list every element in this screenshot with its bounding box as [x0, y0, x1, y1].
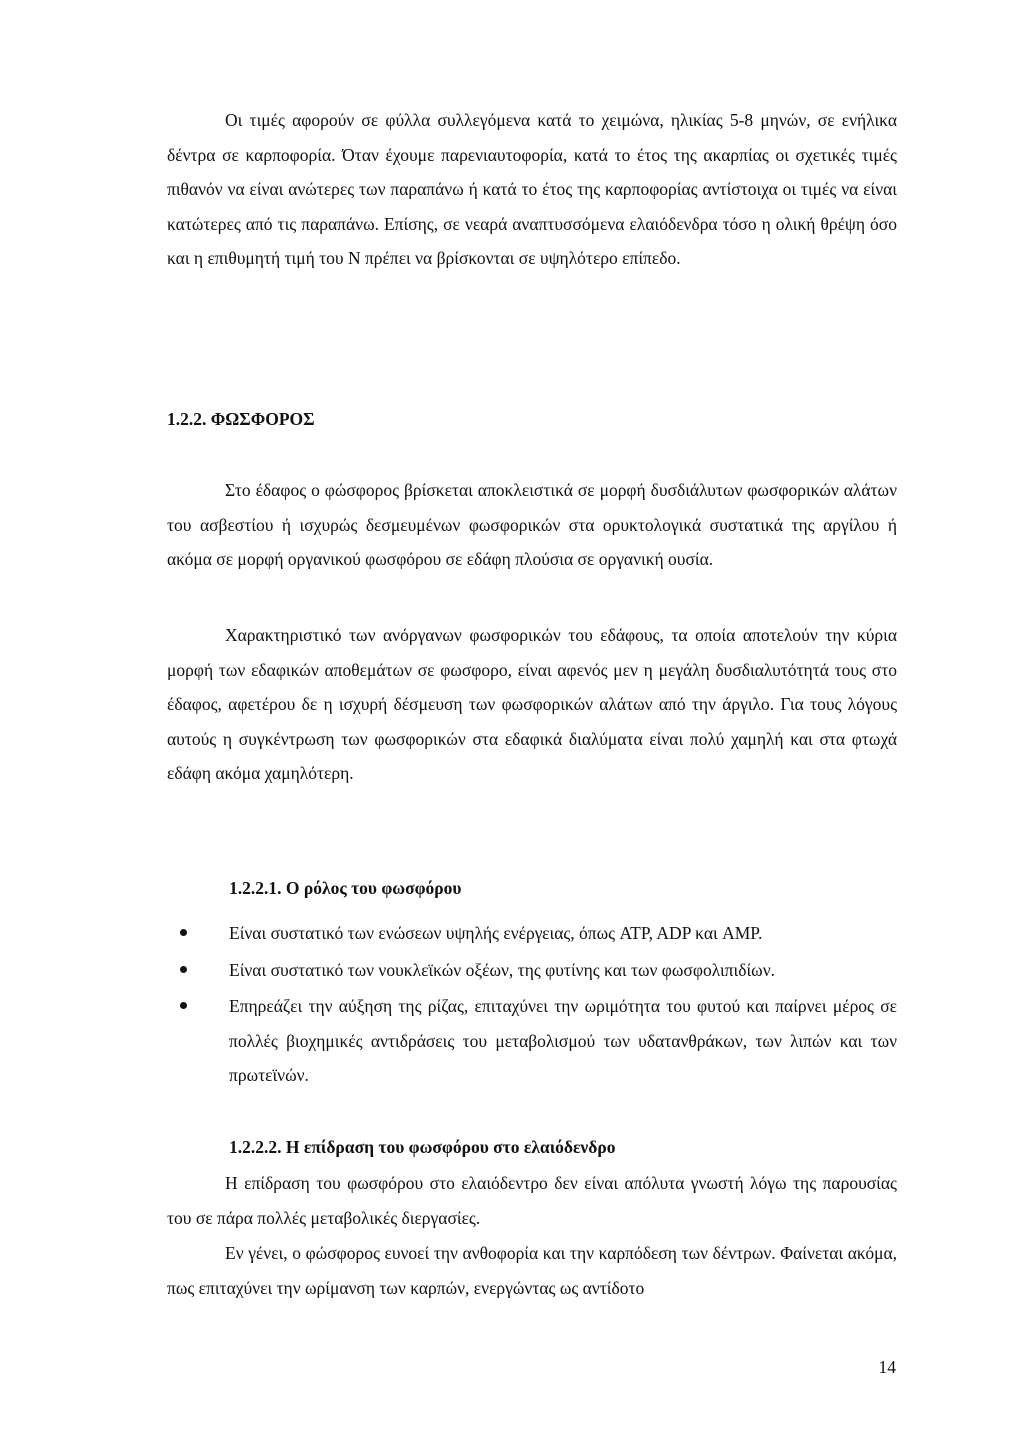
effect-paragraph-unknown: Η επίδραση του φωσφόρου στο ελαιόδεντρο δεν είναι απόλυτα γνωστή λόγω της παρουσίας του σε πάρα πολλές μεταβολικές διεργασίες.	[167, 1173, 897, 1228]
phosphorus-paragraph-soil: Στο έδαφος ο φώσφορος βρίσκεται αποκλειστικά σε μορφή δυσδιάλυτων φωσφορικών αλάτων του ασβεστίου ή ισχυρώς δεσμευμένων φωσφορικών στα ορυκτολογικά συστατικά της αργίλου ή ακόμα σε μορφή οργανικού φωσφόρου σε εδάφη πλούσια σε οργανική ουσία.	[167, 480, 897, 570]
subsection-effect-title: Η επίδραση του φωσφόρου στο ελαιόδενδρο	[285, 1137, 616, 1157]
list-item-text: Είναι συστατικό των νουκλεϊκών οξέων, της φυτίνης και των φωσφολιπιδίων.	[229, 959, 775, 980]
section-heading-number: 1.2.2.	[167, 409, 207, 429]
bullet-icon	[180, 929, 187, 936]
list-item-text: Επηρεάζει την αύξηση της ρίζας, επιταχύνει την ωριμότητα του φυτού και παίρνει μέρος σε πολλές βιοχημικές αντιδράσεις του μεταβολισμού των υδατανθράκων, των λιπών και των πρωτεϊνών.	[229, 996, 897, 1086]
role-bullet-list	[180, 916, 897, 1095]
bullet-icon	[180, 966, 187, 973]
phosphorus-paragraph-inorganic: Χαρακτηριστικό των ανόργανων φωσφορικών του εδάφους, τα οποία αποτελούν την κύρια μορφή των εδαφικών αποθεμάτων σε φωσφορο, είναι αφενός μεν η μεγάλη δυσδιαλυτότητά τους στο έδαφος, αφετέρου δε η ισχυρή δέσμευση των φωσφορικών αλάτων από την άργιλο. Για τους λόγους αυτούς η συγκέντρωση των φωσφορικών στα εδαφικά διαλύματα είναι πολύ χαμηλή και στα φτωχά εδάφη ακόμα χαμηλότερη.	[167, 625, 897, 784]
list-item	[180, 916, 897, 951]
list-item-text: Είναι συστατικό των ενώσεων υψηλής ενέργειας, όπως ATP, ADP και AMP.	[229, 923, 763, 943]
list-item	[180, 989, 897, 1093]
subsection-heading-role	[229, 876, 461, 900]
subsection-heading-effect	[229, 1135, 615, 1159]
subsection-role-number: 1.2.2.1.	[229, 878, 282, 898]
subsection-effect-number: 1.2.2.2.	[229, 1137, 282, 1157]
subsection-role-title: Ο ρόλος του φωσφόρου	[285, 878, 462, 898]
section-heading-phosphorus	[167, 407, 315, 431]
list-item	[180, 953, 897, 988]
effect-paragraph-flowering: Εν γένει, ο φώσφορος ευνοεί την ανθοφορία και την καρπόδεση των δέντρων. Φαίνεται ακόμα, πως επιταχύνει την ωρίμανση των καρπών, ενεργώντας ως αντίδοτο	[167, 1243, 897, 1298]
bullet-icon	[180, 1002, 187, 1009]
section-heading-title: ΦΩΣΦΟΡΟΣ	[210, 409, 315, 429]
intro-paragraph: Οι τιμές αφορούν σε φύλλα συλλεγόμενα κατά το χειμώνα, ηλικίας 5-8 μηνών, σε ενήλικα δέντρα σε καρποφορία. Όταν έχουμε παρενιαυτοφορία, κατά το έτος της ακαρπίας οι σχετικές τιμές πιθανόν να είναι ανώτερες των παραπάνω ή κατά το έτος της καρποφορίας αντίστοιχα οι τιμές να είναι κατώτερες από τις παραπάνω. Επίσης, σε νεαρά αναπτυσσόμενα ελαιόδενδρα τόσο η ολική θρέψη όσο και η επιθυμητή τιμή του Ν πρέπει να βρίσκονται σε υψηλότερο επίπεδο.	[167, 110, 897, 269]
page-number: 14	[878, 1357, 896, 1377]
